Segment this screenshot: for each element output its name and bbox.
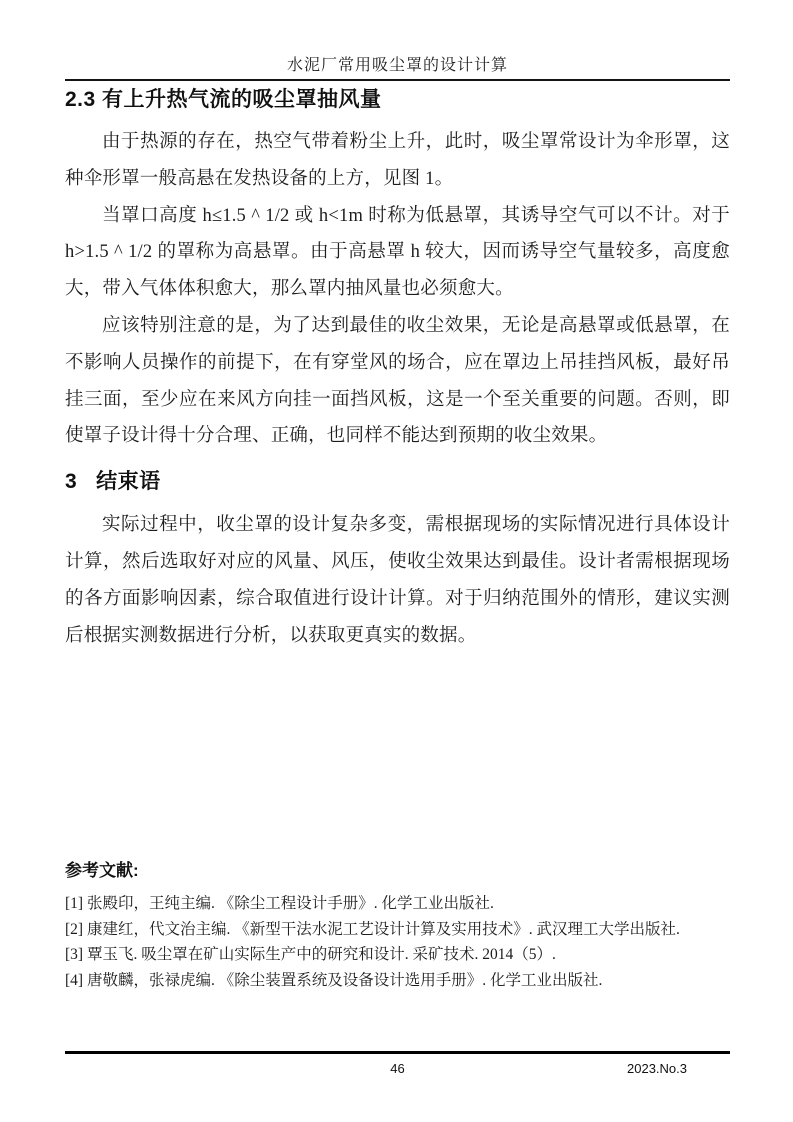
section-2-3-paragraph-1: 由于热源的存在，热空气带着粉尘上升，此时，吸尘罩常设计为伞形罩，这种伞形罩一般高悬在发热设备的上方，见图 1。 <box>65 132 730 189</box>
section-2-3-paragraph-3: 应该特别注意的是，为了达到最佳的收尘效果，无论是高悬罩或低悬罩，在不影响人员操作的前提下，在有穿堂风的场合，应在罩边上吊挂挡风板，最好吊挂三面，至少应在来风方向挂一面挡风板，这是一个至关重要的问题。否则，即使罩子设计得十分合理、正确，也同样不能达到预期的收尘效果。 <box>65 315 730 447</box>
reference-item-2: [2] 康建红，代文治主编. 《新型干法水泥工艺设计计算及实用技术》. 武汉理工大学出版社. <box>65 920 680 938</box>
reference-item-1: [1] 张殿印，王纯主编. 《除尘工程设计手册》. 化学工业出版社. <box>65 895 494 912</box>
section-2-3-paragraph-2: 当罩口高度 h≤1.5 ^ 1/2 或 h<1m 时称为低悬罩，其诱导空气可以不计。对于 h>1.5 ^ 1/2 的罩称为高悬罩。由于高悬罩 h 较大，因而诱导空气量较多，高度愈大，带入气体体积愈大，那么罩内抽风量也必须愈大。 <box>65 205 730 300</box>
section-3-title: 结束语 <box>96 470 161 494</box>
section-3-number: 3 <box>65 470 78 494</box>
article-body <box>65 84 730 654</box>
page-number: 46 <box>390 1061 405 1076</box>
page-footer <box>65 1051 730 1082</box>
journal-issue: 2023.No.3 <box>627 1061 687 1076</box>
section-3-paragraph-1: 实际过程中，收尘罩的设计复杂多变，需根据现场的实际情况进行具体设计计算，然后选取好对应的风量、风压，使收尘效果达到最佳。设计者需根据现场的各方面影响因素，综合取值进行设计计算。对于归纳范围外的情形，建议实测后根据实测数据进行分析，以获取更真实的数据。 <box>65 515 730 646</box>
references-section <box>65 860 730 993</box>
page-header <box>65 0 730 81</box>
running-title: 水泥厂常用吸尘罩的设计计算 <box>286 57 508 74</box>
reference-item-4: [4] 唐敬麟，张禄虎编. 《除尘装置系统及设备设计选用手册》. 化学工业出版社. <box>65 971 603 989</box>
references-heading: 参考文献: <box>65 861 139 880</box>
section-2-3-heading: 2.3 有上升热气流的吸尘罩抽风量 <box>65 88 382 111</box>
reference-item-3: [3] 覃玉飞. 吸尘罩在矿山实际生产中的研究和设计. 采矿技术. 2014（5）. <box>65 946 556 963</box>
section-3-heading <box>65 468 730 495</box>
